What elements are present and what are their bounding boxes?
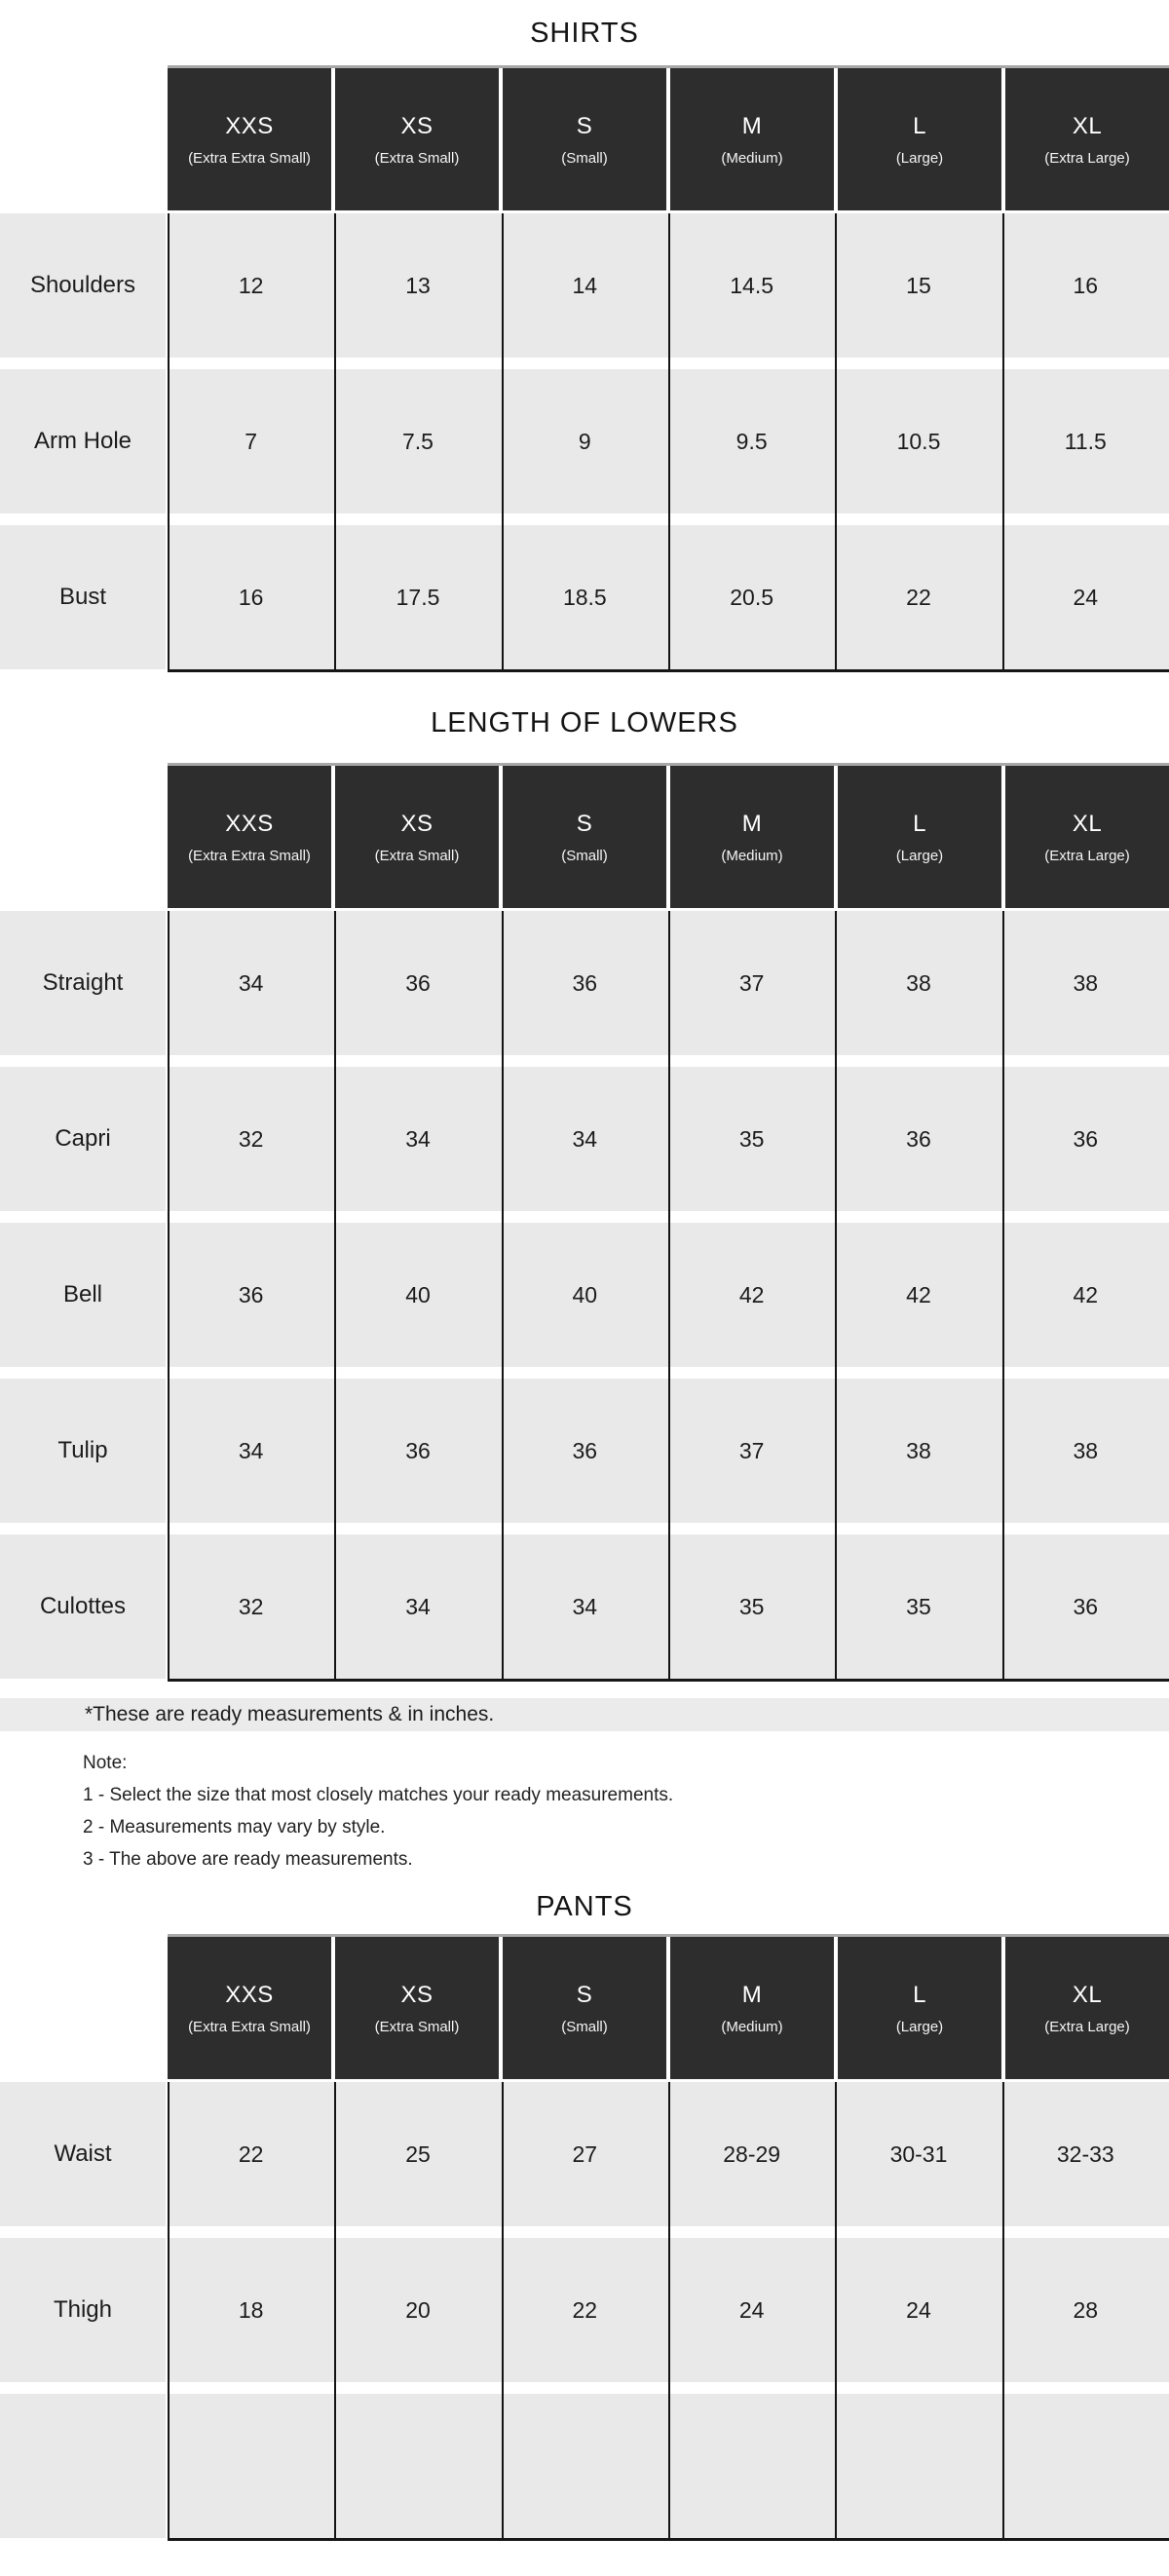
size-column-header: [1005, 68, 1169, 210]
size-full-name: (Extra Extra Small): [188, 847, 311, 864]
measurement-cell: 20: [405, 2296, 431, 2323]
size-column-header: [335, 766, 499, 908]
measurement-cell: 36: [1073, 1125, 1099, 1152]
column-divider-line: [168, 911, 170, 1682]
measurement-note-text: *These are ready measurements & in inches.: [85, 1703, 495, 1725]
measurement-cell: 20.5: [730, 584, 774, 610]
size-full-name: (Large): [895, 2018, 944, 2035]
size-abbreviation: XL: [1072, 810, 1103, 837]
row-label: Waist: [0, 2082, 166, 2226]
measurement-cell: [1002, 2394, 1169, 2538]
measurement-cell: 13: [405, 272, 431, 298]
size-abbreviation: XS: [400, 1981, 434, 2008]
table-row: [0, 369, 1169, 513]
size-full-name: (Small): [561, 847, 608, 864]
measurement-cell: 18: [238, 2296, 264, 2323]
size-abbreviation: XL: [1072, 1981, 1103, 2008]
measurement-cell: 34: [238, 1437, 264, 1463]
table-body: [0, 213, 1169, 672]
measurement-cell: 22: [906, 584, 931, 610]
measurement-cell: 32: [238, 1593, 264, 1619]
measurement-cell: 35: [906, 1593, 931, 1619]
measurement-cell: 7.5: [402, 428, 434, 454]
table-row: [0, 2082, 1169, 2226]
column-divider-line: [668, 2082, 670, 2541]
measurement-cell: 37: [738, 969, 765, 996]
measurement-cell: 24: [738, 2296, 765, 2323]
measurement-cell: 9: [578, 428, 591, 454]
table-row: [0, 911, 1169, 1055]
column-divider-line: [668, 213, 670, 672]
measurement-cell: 11.5: [1064, 428, 1107, 454]
measurement-cell: 16: [1073, 272, 1099, 298]
measurement-cell: 42: [1073, 1281, 1099, 1307]
measurement-cell: 35: [738, 1125, 765, 1152]
measurement-cell: 12: [238, 272, 264, 298]
column-divider-line: [1002, 213, 1004, 672]
table-row: [0, 525, 1169, 669]
size-table-pants: [0, 1887, 1169, 2541]
table-row: [0, 213, 1169, 358]
measurement-cell: 14.5: [730, 272, 774, 298]
measurement-cell: 10.5: [896, 428, 941, 454]
size-column-header: [503, 766, 666, 908]
column-divider-line: [334, 911, 336, 1682]
size-full-name: (Large): [895, 149, 944, 167]
measurement-cell: 34: [572, 1125, 598, 1152]
size-column-header: [1005, 1937, 1169, 2079]
measurement-cell: 32-33: [1056, 2140, 1114, 2167]
column-divider-line: [668, 911, 670, 1682]
measurement-cell: [168, 2394, 334, 2538]
measurement-cell: 35: [738, 1593, 765, 1619]
measurement-cell: 16: [238, 584, 264, 610]
size-abbreviation: M: [741, 112, 763, 139]
note-line: 2 - Measurements may vary by style.: [83, 1817, 386, 1837]
size-abbreviation: S: [576, 1981, 593, 2008]
row-label: Straight: [0, 911, 166, 1055]
size-full-name: (Extra Extra Small): [188, 2018, 311, 2035]
table-row: [0, 1067, 1169, 1211]
measurement-cell: 36: [572, 1437, 598, 1463]
column-divider-line: [502, 911, 504, 1682]
size-column-header: [168, 766, 331, 908]
size-column-header: [838, 1937, 1001, 2079]
measurement-cell: 9.5: [735, 428, 768, 454]
measurement-cell: 38: [1073, 969, 1099, 996]
measurement-cell: 34: [405, 1593, 431, 1619]
size-abbreviation: S: [576, 112, 593, 139]
measurement-cell: [334, 2394, 501, 2538]
measurement-cell: 42: [906, 1281, 931, 1307]
row-label: Culottes: [0, 1534, 166, 1679]
size-full-name: (Small): [561, 149, 608, 167]
measurement-cell: 34: [572, 1593, 598, 1619]
size-full-name: (Medium): [721, 2018, 783, 2035]
measurement-cell: [668, 2394, 835, 2538]
measurement-note-bar: [0, 1698, 1169, 1731]
size-full-name: (Medium): [721, 149, 783, 167]
row-label: Bell: [0, 1223, 166, 1367]
size-abbreviation: XXS: [225, 1981, 274, 2008]
header-row: [168, 65, 1169, 210]
size-abbreviation: XL: [1072, 112, 1103, 139]
header-boxes: [168, 1937, 1169, 2079]
size-full-name: (Extra Small): [374, 847, 460, 864]
measurement-cell: 42: [738, 1281, 765, 1307]
size-table-length-of-lowers: [0, 703, 1169, 1682]
note-line: 1 - Select the size that most closely matches your ready measurements.: [83, 1785, 674, 1805]
measurement-cell: 36: [405, 1437, 431, 1463]
measurement-cell: 37: [738, 1437, 765, 1463]
measurement-cell: 36: [405, 969, 431, 996]
measurement-cell: 32: [238, 1125, 264, 1152]
section-title: SHIRTS: [530, 18, 639, 49]
measurement-cell: 15: [906, 272, 931, 298]
table-body: [0, 2082, 1169, 2541]
size-column-header: [503, 1937, 666, 2079]
measurement-cell: 25: [405, 2140, 431, 2167]
measurement-cell: [502, 2394, 668, 2538]
note-line: 3 - The above are ready measurements.: [83, 1849, 413, 1870]
section-title: LENGTH OF LOWERS: [431, 707, 738, 739]
column-divider-line: [835, 2082, 837, 2541]
size-full-name: (Extra Large): [1044, 847, 1130, 864]
measurement-cell: 7: [245, 428, 258, 454]
size-full-name: (Extra Small): [374, 2018, 460, 2035]
size-full-name: (Medium): [721, 847, 783, 864]
notes-block: [0, 1747, 1169, 1875]
measurement-cell: 36: [238, 1281, 264, 1307]
header-boxes: [168, 68, 1169, 210]
size-abbreviation: L: [913, 810, 926, 837]
table-body: [0, 911, 1169, 1682]
row-label: Thigh: [0, 2238, 166, 2382]
size-column-header: [335, 68, 499, 210]
section-title: PANTS: [536, 1891, 633, 1922]
measurement-cell: 34: [238, 969, 264, 996]
size-column-header: [838, 766, 1001, 908]
header-row: [168, 1934, 1169, 2079]
header-row: [168, 763, 1169, 908]
column-divider-line: [1002, 911, 1004, 1682]
column-divider-line: [168, 2082, 170, 2541]
size-full-name: (Large): [895, 847, 944, 864]
measurement-cell: 38: [906, 969, 931, 996]
size-column-header: [335, 1937, 499, 2079]
table-row: [0, 2394, 1169, 2538]
size-column-header: [1005, 766, 1169, 908]
size-full-name: (Extra Large): [1044, 2018, 1130, 2035]
header-boxes: [168, 766, 1169, 908]
table-row: [0, 2238, 1169, 2382]
size-abbreviation: S: [576, 810, 593, 837]
measurement-cell: 17.5: [396, 584, 440, 610]
size-abbreviation: L: [913, 1981, 926, 2008]
row-label: Bust: [0, 525, 166, 669]
measurement-cell: 28-29: [723, 2140, 781, 2167]
size-full-name: (Extra Large): [1044, 149, 1130, 167]
measurement-cell: 36: [1073, 1593, 1099, 1619]
row-label: Tulip: [0, 1379, 166, 1523]
measurement-cell: 22: [238, 2140, 264, 2167]
row-label: Shoulders: [0, 213, 166, 358]
table-bottom-border: [168, 2538, 1169, 2541]
column-divider-line: [168, 213, 170, 672]
measurement-cell: 24: [1073, 584, 1099, 610]
size-abbreviation: XXS: [225, 112, 274, 139]
measurement-cell: [835, 2394, 1001, 2538]
column-divider-line: [835, 213, 837, 672]
table-bottom-border: [168, 1679, 1169, 1682]
row-label: [0, 2394, 166, 2538]
column-divider-line: [835, 911, 837, 1682]
measurement-cell: 34: [405, 1125, 431, 1152]
size-full-name: (Extra Small): [374, 149, 460, 167]
measurement-cell: 38: [906, 1437, 931, 1463]
column-divider-line: [502, 2082, 504, 2541]
size-abbreviation: M: [741, 810, 763, 837]
measurement-cell: 27: [572, 2140, 598, 2167]
column-divider-line: [1002, 2082, 1004, 2541]
size-abbreviation: XS: [400, 112, 434, 139]
table-bottom-border: [168, 669, 1169, 672]
size-table-shirts: [0, 14, 1169, 672]
size-column-header: [838, 68, 1001, 210]
column-divider-line: [334, 213, 336, 672]
row-label: Capri: [0, 1067, 166, 1211]
measurement-cell: 14: [572, 272, 598, 298]
table-row: [0, 1534, 1169, 1679]
table-row: [0, 1223, 1169, 1367]
size-abbreviation: M: [741, 1981, 763, 2008]
measurement-cell: 18.5: [562, 584, 607, 610]
note-title: Note:: [83, 1753, 128, 1773]
measurement-cell: 22: [572, 2296, 598, 2323]
measurement-cell: 30-31: [889, 2140, 948, 2167]
measurement-cell: 40: [405, 1281, 431, 1307]
size-abbreviation: XXS: [225, 810, 274, 837]
size-full-name: (Extra Extra Small): [188, 149, 311, 167]
measurement-cell: 36: [906, 1125, 931, 1152]
size-column-header: [168, 68, 331, 210]
row-label: Arm Hole: [0, 369, 166, 513]
table-row: [0, 1379, 1169, 1523]
size-column-header: [168, 1937, 331, 2079]
size-full-name: (Small): [561, 2018, 608, 2035]
size-column-header: [670, 1937, 834, 2079]
measurement-cell: 38: [1073, 1437, 1099, 1463]
size-column-header: [670, 68, 834, 210]
column-divider-line: [502, 213, 504, 672]
size-column-header: [503, 68, 666, 210]
size-abbreviation: XS: [400, 810, 434, 837]
column-divider-line: [334, 2082, 336, 2541]
measurement-cell: 28: [1073, 2296, 1099, 2323]
size-column-header: [670, 766, 834, 908]
measurement-cell: 24: [906, 2296, 931, 2323]
size-abbreviation: L: [913, 112, 926, 139]
measurement-cell: 36: [572, 969, 598, 996]
measurement-cell: 40: [572, 1281, 598, 1307]
